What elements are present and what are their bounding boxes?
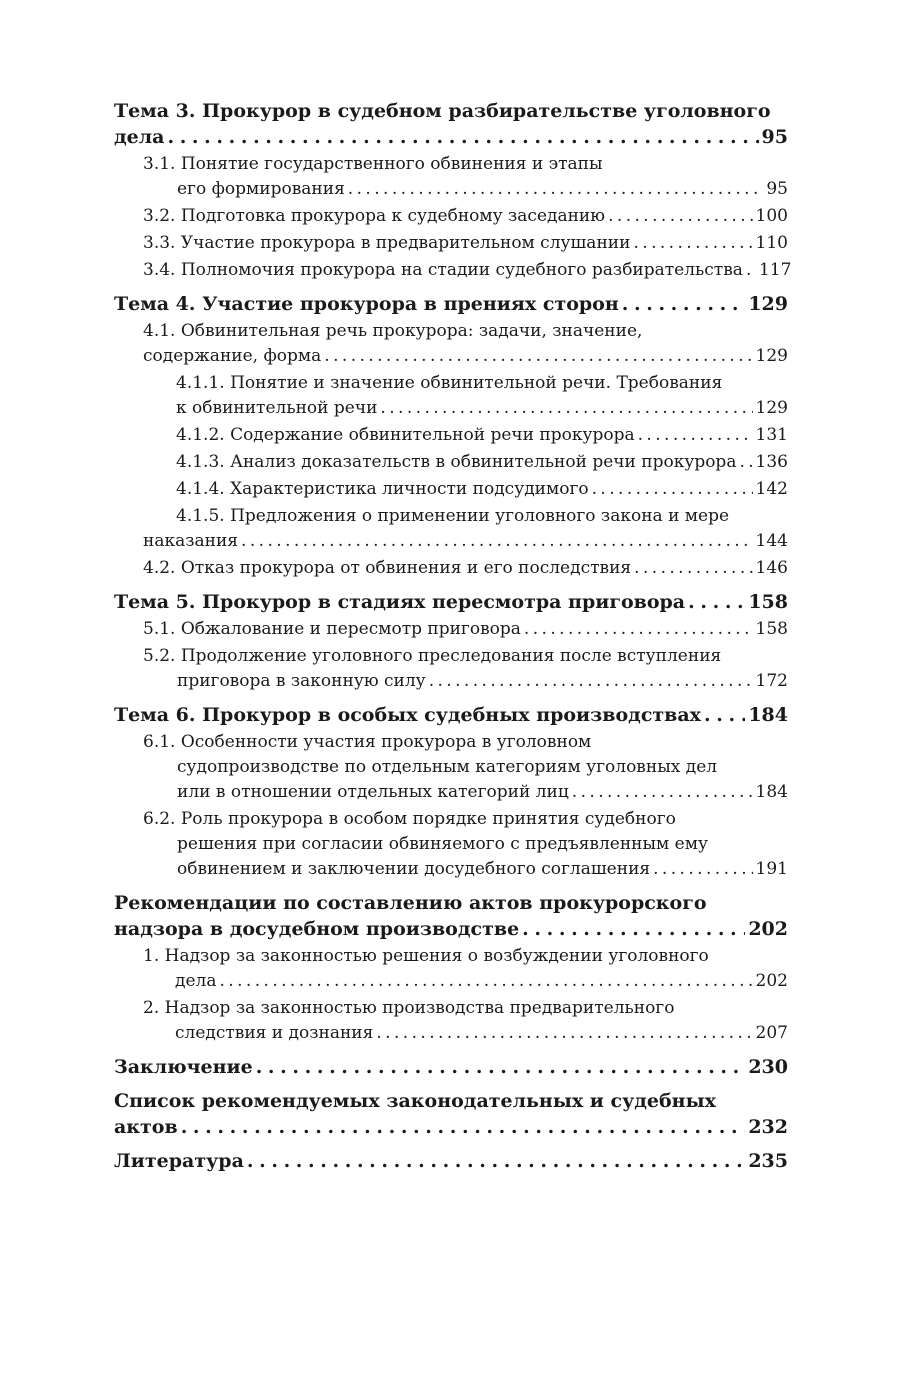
toc-topic-title: Список рекомендуемых законодательных и судебных	[114, 1090, 716, 1112]
toc-conclusion[interactable]	[114, 1054, 788, 1080]
toc-subsection-title: 4.1.3. Анализ доказательств в обвинительной речи прокурора	[176, 452, 737, 472]
toc-section-title: 3.2. Подготовка прокурора к судебному заседанию	[143, 206, 606, 226]
toc-section-3-4[interactable]	[114, 258, 792, 283]
toc-section-3-2[interactable]	[114, 204, 788, 229]
dot-leader	[241, 529, 753, 554]
dot-leader	[739, 450, 752, 475]
toc-section-3-1[interactable]	[114, 152, 788, 202]
toc-topic-title-cont: дела	[114, 126, 165, 148]
toc-topic-title-cont: надзора в досудебном производстве	[114, 918, 520, 940]
toc-topic-3[interactable]	[114, 98, 788, 150]
toc-subsection-title: 4.1.4. Характеристика личности подсудимого	[176, 479, 589, 499]
toc-subsection-title: 4.1.1. Понятие и значение обвинительной речи. Требования	[176, 373, 723, 393]
toc-topic-title: Заключение	[114, 1056, 253, 1078]
dot-leader	[376, 1021, 752, 1046]
toc-section-title-cont: или в отношении отдельных категорий лиц	[177, 782, 569, 802]
dot-leader	[746, 258, 756, 283]
toc-section-3-3[interactable]	[114, 231, 788, 256]
toc-section-title-cont: содержание, форма	[143, 346, 322, 366]
page-number: 100	[755, 206, 788, 226]
dot-leader	[638, 423, 753, 448]
toc-topic-title: Тема 5. Прокурор в стадиях пересмотра приговора	[114, 591, 686, 613]
page-number: 129	[748, 293, 788, 315]
toc-subsection-4-1-2[interactable]	[114, 423, 788, 448]
page-number: 136	[755, 452, 788, 472]
toc-subsection-title-cont: наказания	[143, 531, 239, 551]
page-number: 235	[748, 1150, 788, 1172]
toc-section-title: 4.2. Отказ прокурора от обвинения и его последствия	[143, 558, 632, 578]
dot-leader	[704, 702, 745, 728]
dot-leader	[380, 396, 752, 421]
toc-topic-title: Тема 3. Прокурор в судебном разбирательстве уголовного	[114, 100, 771, 122]
dot-leader	[348, 177, 764, 202]
dot-leader	[522, 916, 745, 942]
toc-section-title-cont: решения при согласии обвиняемого с предъявленным ему	[177, 834, 708, 854]
toc-subsection-4-1-5[interactable]	[114, 504, 788, 554]
toc-section-title: 5.1. Обжалование и пересмотр приговора	[143, 619, 521, 639]
toc-subsection-title: 4.1.5. Предложения о применении уголовного закона и мере	[176, 506, 730, 526]
toc-section-5-2[interactable]	[114, 644, 788, 694]
page-number: 184	[755, 782, 788, 802]
page-number: 158	[748, 591, 788, 613]
toc-topic-6[interactable]	[114, 702, 788, 728]
toc-section-4-1[interactable]	[114, 319, 788, 369]
dot-leader	[219, 969, 752, 994]
toc-section-title: 3.1. Понятие государственного обвинения и этапы	[143, 154, 603, 174]
toc-acts-list[interactable]	[114, 1088, 788, 1140]
toc-topic-5[interactable]	[114, 589, 788, 615]
dot-leader	[324, 344, 752, 369]
toc-section-title: 5.2. Продолжение уголовного преследования после вступления	[143, 646, 722, 666]
page-number: 146	[755, 558, 788, 578]
toc-section-title-cont: следствия и дознания	[175, 1023, 374, 1043]
toc-section-title-cont: его формирования	[177, 179, 345, 199]
page-number: 95	[766, 179, 788, 199]
toc-section-title: 6.2. Роль прокурора в особом порядке принятия судебного	[143, 809, 676, 829]
toc-topic-title: Тема 6. Прокурор в особых судебных производствах	[114, 704, 701, 726]
page-number: 131	[755, 425, 788, 445]
toc-subsection-title-cont: к обвинительной речи	[176, 398, 378, 418]
dot-leader	[592, 477, 753, 502]
toc-section-title: 2. Надзор за законностью производства предварительного	[143, 998, 675, 1018]
table-of-contents	[114, 98, 792, 1174]
toc-section-title: 6.1. Особенности участия прокурора в уголовном	[143, 732, 592, 752]
toc-recommendations[interactable]	[114, 890, 788, 942]
dot-leader	[608, 204, 752, 229]
dot-leader	[634, 556, 752, 581]
toc-section-6-1[interactable]	[114, 730, 788, 805]
page-number: 129	[755, 398, 788, 418]
toc-literature[interactable]	[114, 1148, 788, 1174]
toc-subsection-title: 4.1.2. Содержание обвинительной речи прокурора	[176, 425, 635, 445]
toc-topic-title: Литература	[114, 1150, 244, 1172]
toc-recommendation-1[interactable]	[114, 944, 788, 994]
dot-leader	[653, 857, 752, 882]
page-number: 230	[748, 1056, 788, 1078]
dot-leader	[256, 1054, 746, 1080]
toc-section-title-cont: приговора в законную силу	[177, 671, 426, 691]
dot-leader	[633, 231, 752, 256]
page-number: 129	[755, 346, 788, 366]
toc-section-title-cont: судопроизводстве по отдельным категориям уголовных дел	[177, 757, 718, 777]
dot-leader	[429, 669, 753, 694]
page-number: 172	[755, 671, 788, 691]
toc-subsection-4-1-3[interactable]	[114, 450, 788, 475]
toc-section-title: 4.1. Обвинительная речь прокурора: задачи, значение,	[143, 321, 643, 341]
dot-leader	[247, 1148, 745, 1174]
page-number: 142	[755, 479, 788, 499]
page-number: 202	[755, 971, 788, 991]
toc-topic-title: Тема 4. Участие прокурора в прениях сторон	[114, 293, 619, 315]
dot-leader	[167, 124, 758, 150]
page-number: 184	[748, 704, 788, 726]
toc-section-title: 3.3. Участие прокурора в предварительном слушании	[143, 233, 631, 253]
toc-section-title: 3.4. Полномочия прокурора на стадии судебного разбирательства	[143, 260, 743, 280]
toc-section-title-cont: обвинением и заключении досудебного соглашения	[177, 859, 651, 879]
dot-leader	[572, 780, 753, 805]
toc-topic-title-cont: актов	[114, 1116, 178, 1138]
toc-topic-title: Рекомендации по составлению актов прокурорского	[114, 892, 707, 914]
toc-subsection-4-1-1[interactable]	[114, 371, 788, 421]
toc-topic-4[interactable]	[114, 291, 788, 317]
page-number: 110	[755, 233, 788, 253]
toc-subsection-4-1-4[interactable]	[114, 477, 788, 502]
page-number: 191	[755, 859, 788, 879]
toc-section-4-2[interactable]	[114, 556, 788, 581]
dot-leader	[688, 589, 745, 615]
page-number: 232	[748, 1116, 788, 1138]
dot-leader	[524, 617, 753, 642]
toc-section-5-1[interactable]	[114, 617, 788, 642]
page-number: 202	[748, 918, 788, 940]
page-number: 144	[755, 531, 788, 551]
toc-section-title-cont: дела	[175, 971, 217, 991]
dot-leader	[622, 291, 746, 317]
toc-section-title: 1. Надзор за законностью решения о возбуждении уголовного	[143, 946, 709, 966]
page-number: 95	[761, 126, 788, 148]
page-number: 117	[758, 260, 792, 280]
toc-recommendation-2[interactable]	[114, 996, 788, 1046]
page-number: 207	[755, 1023, 788, 1043]
toc-section-6-2[interactable]	[114, 807, 788, 882]
page-number: 158	[755, 619, 788, 639]
dot-leader	[181, 1114, 746, 1140]
